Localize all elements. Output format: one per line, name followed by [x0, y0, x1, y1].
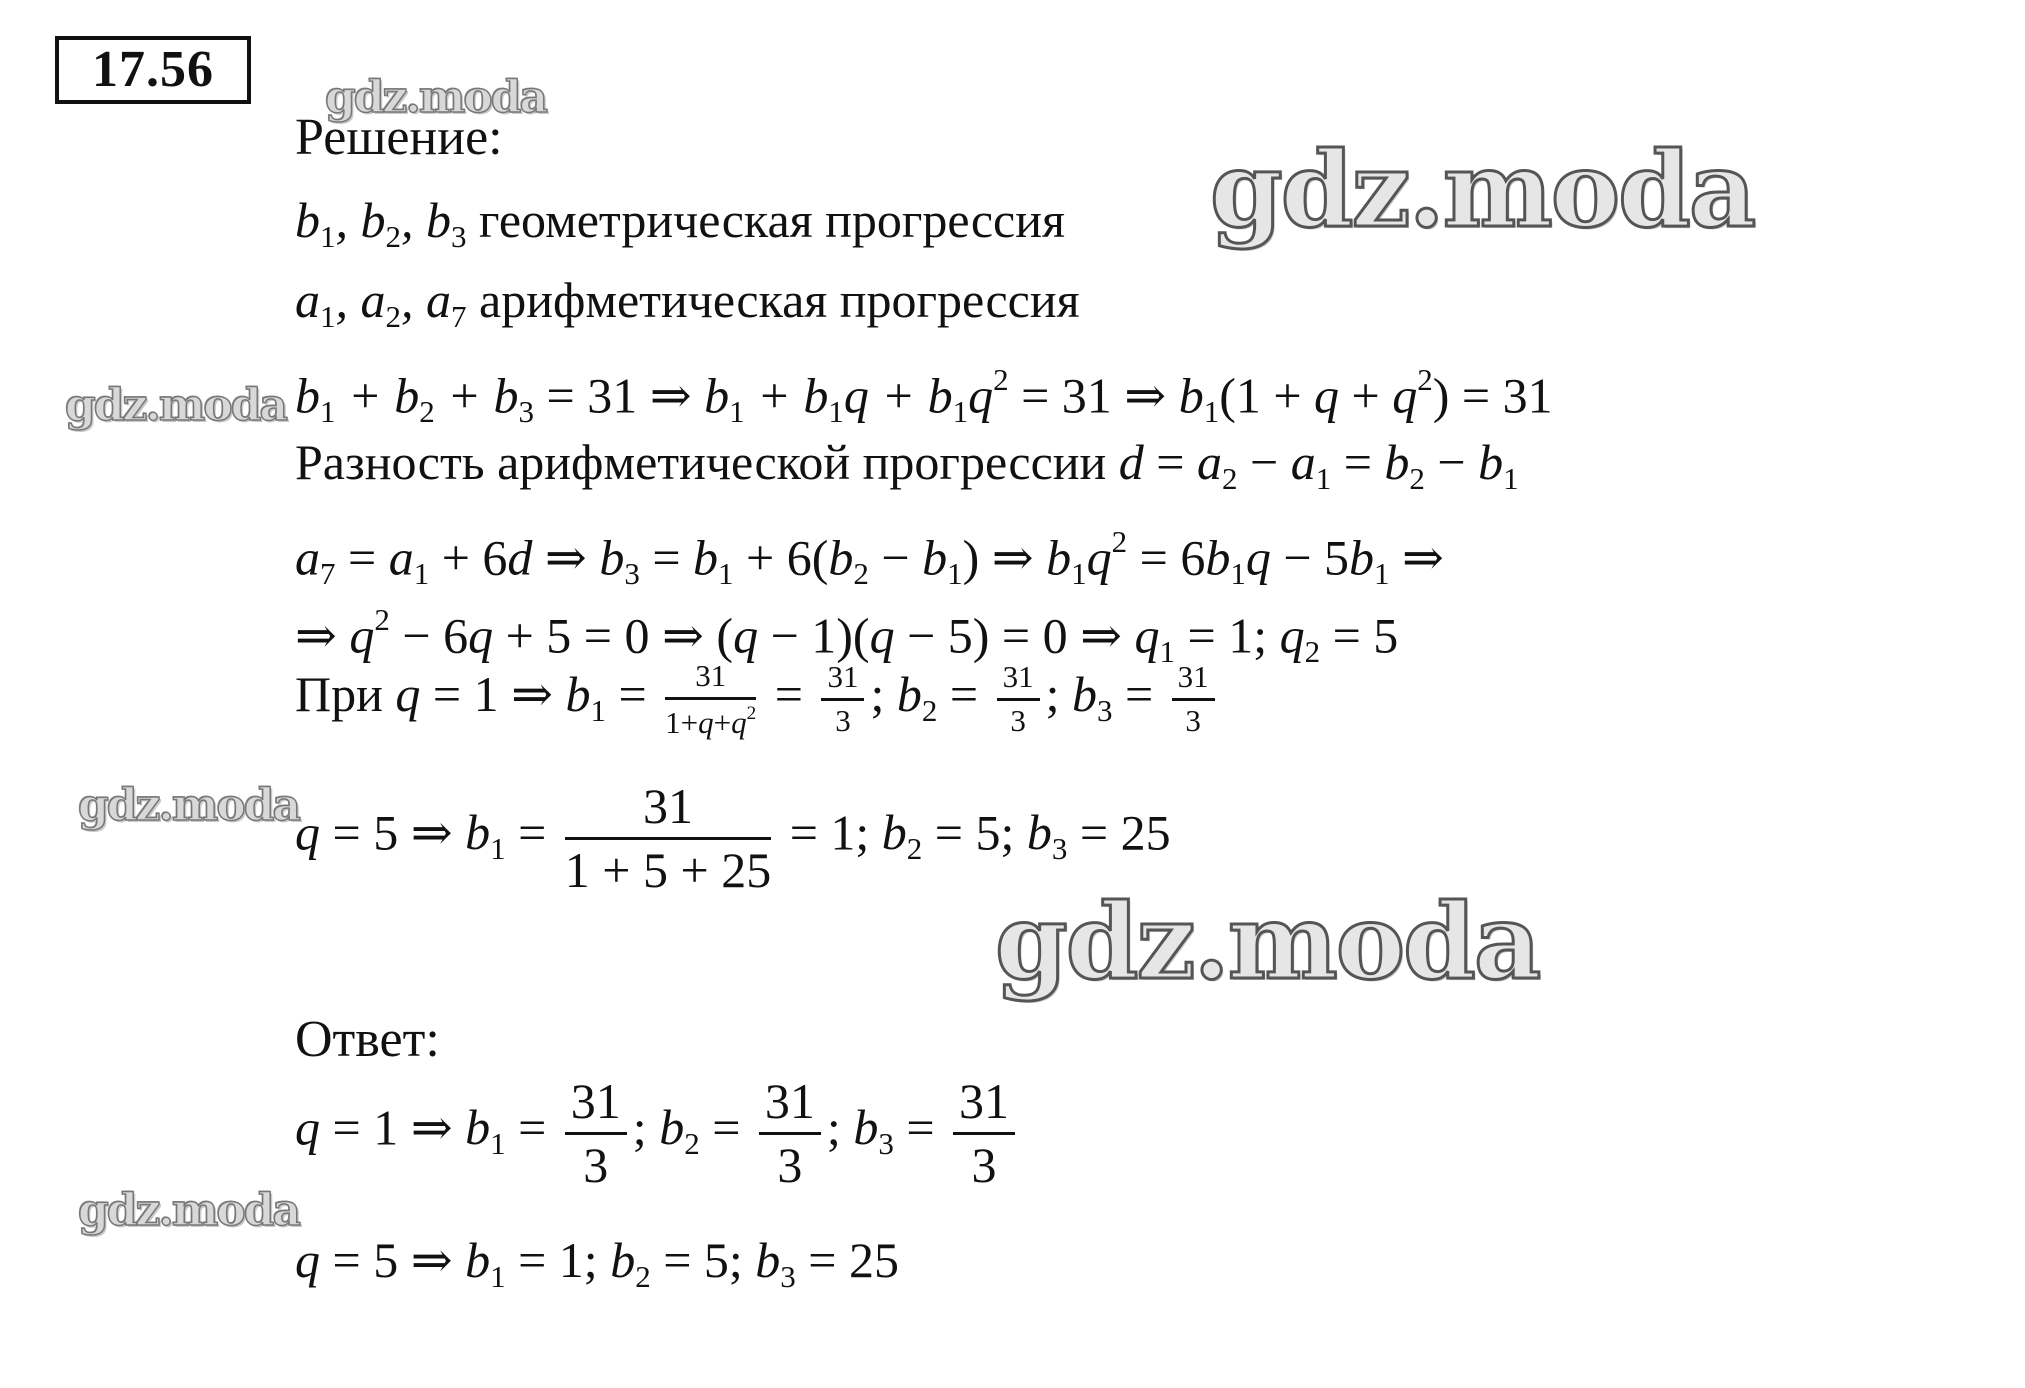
difference-line: Разность арифметической прогрессии $d = a_2 - a_1 = b_2 - b_1$: [295, 434, 1519, 496]
answer-heading: Ответ:: [295, 1011, 440, 1068]
geometric-progression-line: $b_1$, $b_2$, $b_3$ геометрическая прогрессия: [295, 192, 1065, 254]
watermark-left-2: gdz.moda: [78, 780, 300, 831]
geometric-progression-words: геометрическая прогрессия: [479, 192, 1065, 248]
answer-q1-line: q = 1 ⇒ $b_1$ = $\frac{31}{3}$ ; $b_2$ = $\frac{31}{3}$ ; $b_3$ = $\frac{31}{3}$: [295, 1075, 1021, 1191]
answer-q5-line: q = 5 ⇒ $b_1 = 1$; $b_2 = 5$; $b_3 = 25$: [295, 1232, 899, 1294]
case-q5-line: q = 5 ⇒ $b_1$ = $\frac{31}{1 + 5 + 25}$ = 1; $b_2 = 5$; $b_3 = 25$: [295, 778, 1171, 898]
problem-number: 17.56: [55, 36, 251, 104]
watermark-top-small: gdz.moda: [325, 72, 547, 123]
quadratic-equation: ⇒ $q^2 - 6q + 5 = 0$ ⇒ (q − 1)(q − 5) = 0 ⇒ $q_1 = 1$; $q_2 = 5$: [295, 602, 1399, 670]
case-q1-prefix: При: [295, 665, 383, 722]
case-q1-line: При q = 1 ⇒ $b_1$ = $\frac{31}{1+q+q^2}$ = $\frac{31}{3}$ ; $b_2$ = $\frac{31}{3}$ ; $b_3$ = $\frac{31}{3}$: [295, 660, 1221, 741]
solution-heading: Решение:: [295, 109, 503, 166]
watermark-top-large: gdz.moda: [1210, 128, 1755, 251]
arithmetic-progression-line: $a_1$, $a_2$, $a_7$ арифметическая прогрессия: [295, 272, 1080, 334]
watermark-middle-large: gdz.moda: [995, 880, 1540, 1003]
difference-words: Разность арифметической прогрессии: [295, 434, 1107, 490]
sum-equation: $b_1 + b_2 + b_3 = 31$ ⇒ $b_1 + b_1q + b_1q^2 = 31$ ⇒ $b_1(1 + q + q^2) = 31$: [295, 362, 1553, 430]
arithmetic-progression-words: арифметическая прогрессия: [479, 272, 1080, 328]
fraction-31-3-c: $\frac{31}{3}$: [1172, 661, 1215, 737]
watermark-left-3: gdz.moda: [78, 1185, 300, 1236]
fraction-general: $\frac{31}{1+q+q^2}$: [665, 658, 757, 740]
fraction-31-3-b: $\frac{31}{3}$: [997, 661, 1040, 737]
answer-fraction-b: $\frac{31}{3}$: [759, 1075, 821, 1191]
watermark-left-1: gdz.moda: [65, 380, 287, 431]
a7-equation: $a_7 = a_1 + 6d$ ⇒ $b_3 = b_1 + 6(b_2 - b_1)$ ⇒ $b_1q^2 = 6b_1q - 5b_1$ ⇒: [295, 524, 1444, 592]
fraction-31-over-sum: $\frac{31}{1 + 5 + 25}$: [564, 778, 772, 898]
answer-fraction-a: $\frac{31}{3}$: [565, 1075, 627, 1191]
fraction-31-3-a: $\frac{31}{3}$: [821, 661, 864, 737]
answer-fraction-c: $\frac{31}{3}$: [953, 1075, 1015, 1191]
